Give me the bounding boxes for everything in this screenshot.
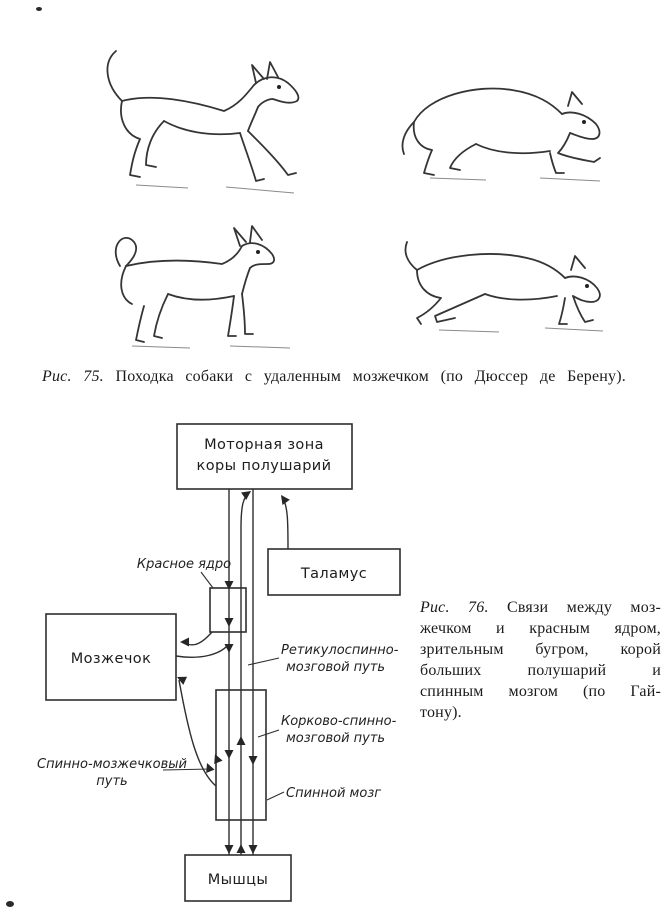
arrowhead-red-nucleus-out	[225, 618, 234, 627]
caption-line: жечком и красным ядром,	[420, 620, 661, 637]
red-nucleus-label: Красное ядро	[136, 557, 232, 572]
figure-75-label: Рис. 75.	[42, 368, 104, 385]
scan-speck	[6, 901, 14, 907]
corticospinal-pointer	[258, 730, 279, 737]
caption-line: тону).	[420, 704, 462, 721]
reticulospinal-label-line2: мозговой путь	[286, 660, 386, 675]
spinal-cord-pointer	[267, 792, 284, 800]
dog-drawing-3	[70, 222, 315, 350]
arrowhead-ascending-spinal	[237, 736, 246, 745]
cerebellum-label: Мозжечок	[70, 651, 152, 667]
motor-zone-box	[177, 424, 352, 489]
dog-sketch-bottom-right	[395, 212, 645, 345]
thalamus-label: Таламус	[300, 566, 368, 582]
cerebellum-output-curve	[176, 645, 228, 657]
reticulospinal-label-line1: Ретикулоспинно-	[281, 643, 399, 658]
spinocerebellar-label-line2: путь	[96, 774, 128, 789]
red-nucleus-pointer	[201, 572, 213, 588]
spinocerebellar-label-line1: Спинно-мозжечковый	[37, 757, 187, 772]
dog-sketch-bottom-left	[70, 222, 315, 355]
arrowhead-descending-spinal-2	[249, 756, 258, 765]
arrowhead-into-muscles-2	[249, 845, 258, 854]
caption-line: зрительным бугром, корой	[420, 641, 661, 658]
arrowhead-descending-spinal-1	[225, 750, 234, 759]
figure-75-caption	[42, 368, 626, 386]
arrowhead-from-muscles-up	[237, 844, 246, 853]
arrowhead-into-muscles-1	[225, 845, 234, 854]
arrowhead-into-cerebellum-lower	[175, 673, 187, 685]
dog-drawing-4	[395, 212, 645, 340]
arrowhead-reticulospinal-down	[225, 644, 234, 653]
caption-line: больших полушарий и	[420, 662, 661, 679]
figure-76-text-line1: Связи между моз-	[507, 599, 661, 616]
arrowhead-into-cortex-2	[277, 492, 290, 505]
muscles-label: Мышцы	[207, 872, 269, 888]
corticospinal-label-line1: Корково-спинно-	[281, 714, 397, 729]
dog-sketch-top-left	[80, 35, 315, 205]
figure-75-text: Походка собаки с удаленным мозжечком (по Дюссер де Берену).	[115, 368, 626, 385]
caption-line: спинным мозгом (по Гай-	[420, 683, 661, 700]
dog-drawing-1	[80, 35, 315, 200]
motor-zone-label-line1: Моторная зона	[204, 437, 324, 453]
caption-line	[420, 597, 661, 618]
figure-76-caption	[420, 597, 661, 723]
scan-speck	[36, 7, 42, 11]
corticospinal-label-line2: мозговой путь	[286, 731, 386, 746]
arrowhead-into-cerebellum-upper	[180, 638, 189, 647]
ascending-line	[241, 492, 250, 855]
spinal-cord-label: Спинной мозг	[286, 786, 382, 801]
figure-76-label: Рис. 76.	[420, 599, 489, 616]
dog-sketch-top-right	[390, 48, 640, 188]
dog-drawing-2	[390, 48, 640, 183]
motor-zone-label-line2: коры полушарий	[196, 458, 332, 474]
